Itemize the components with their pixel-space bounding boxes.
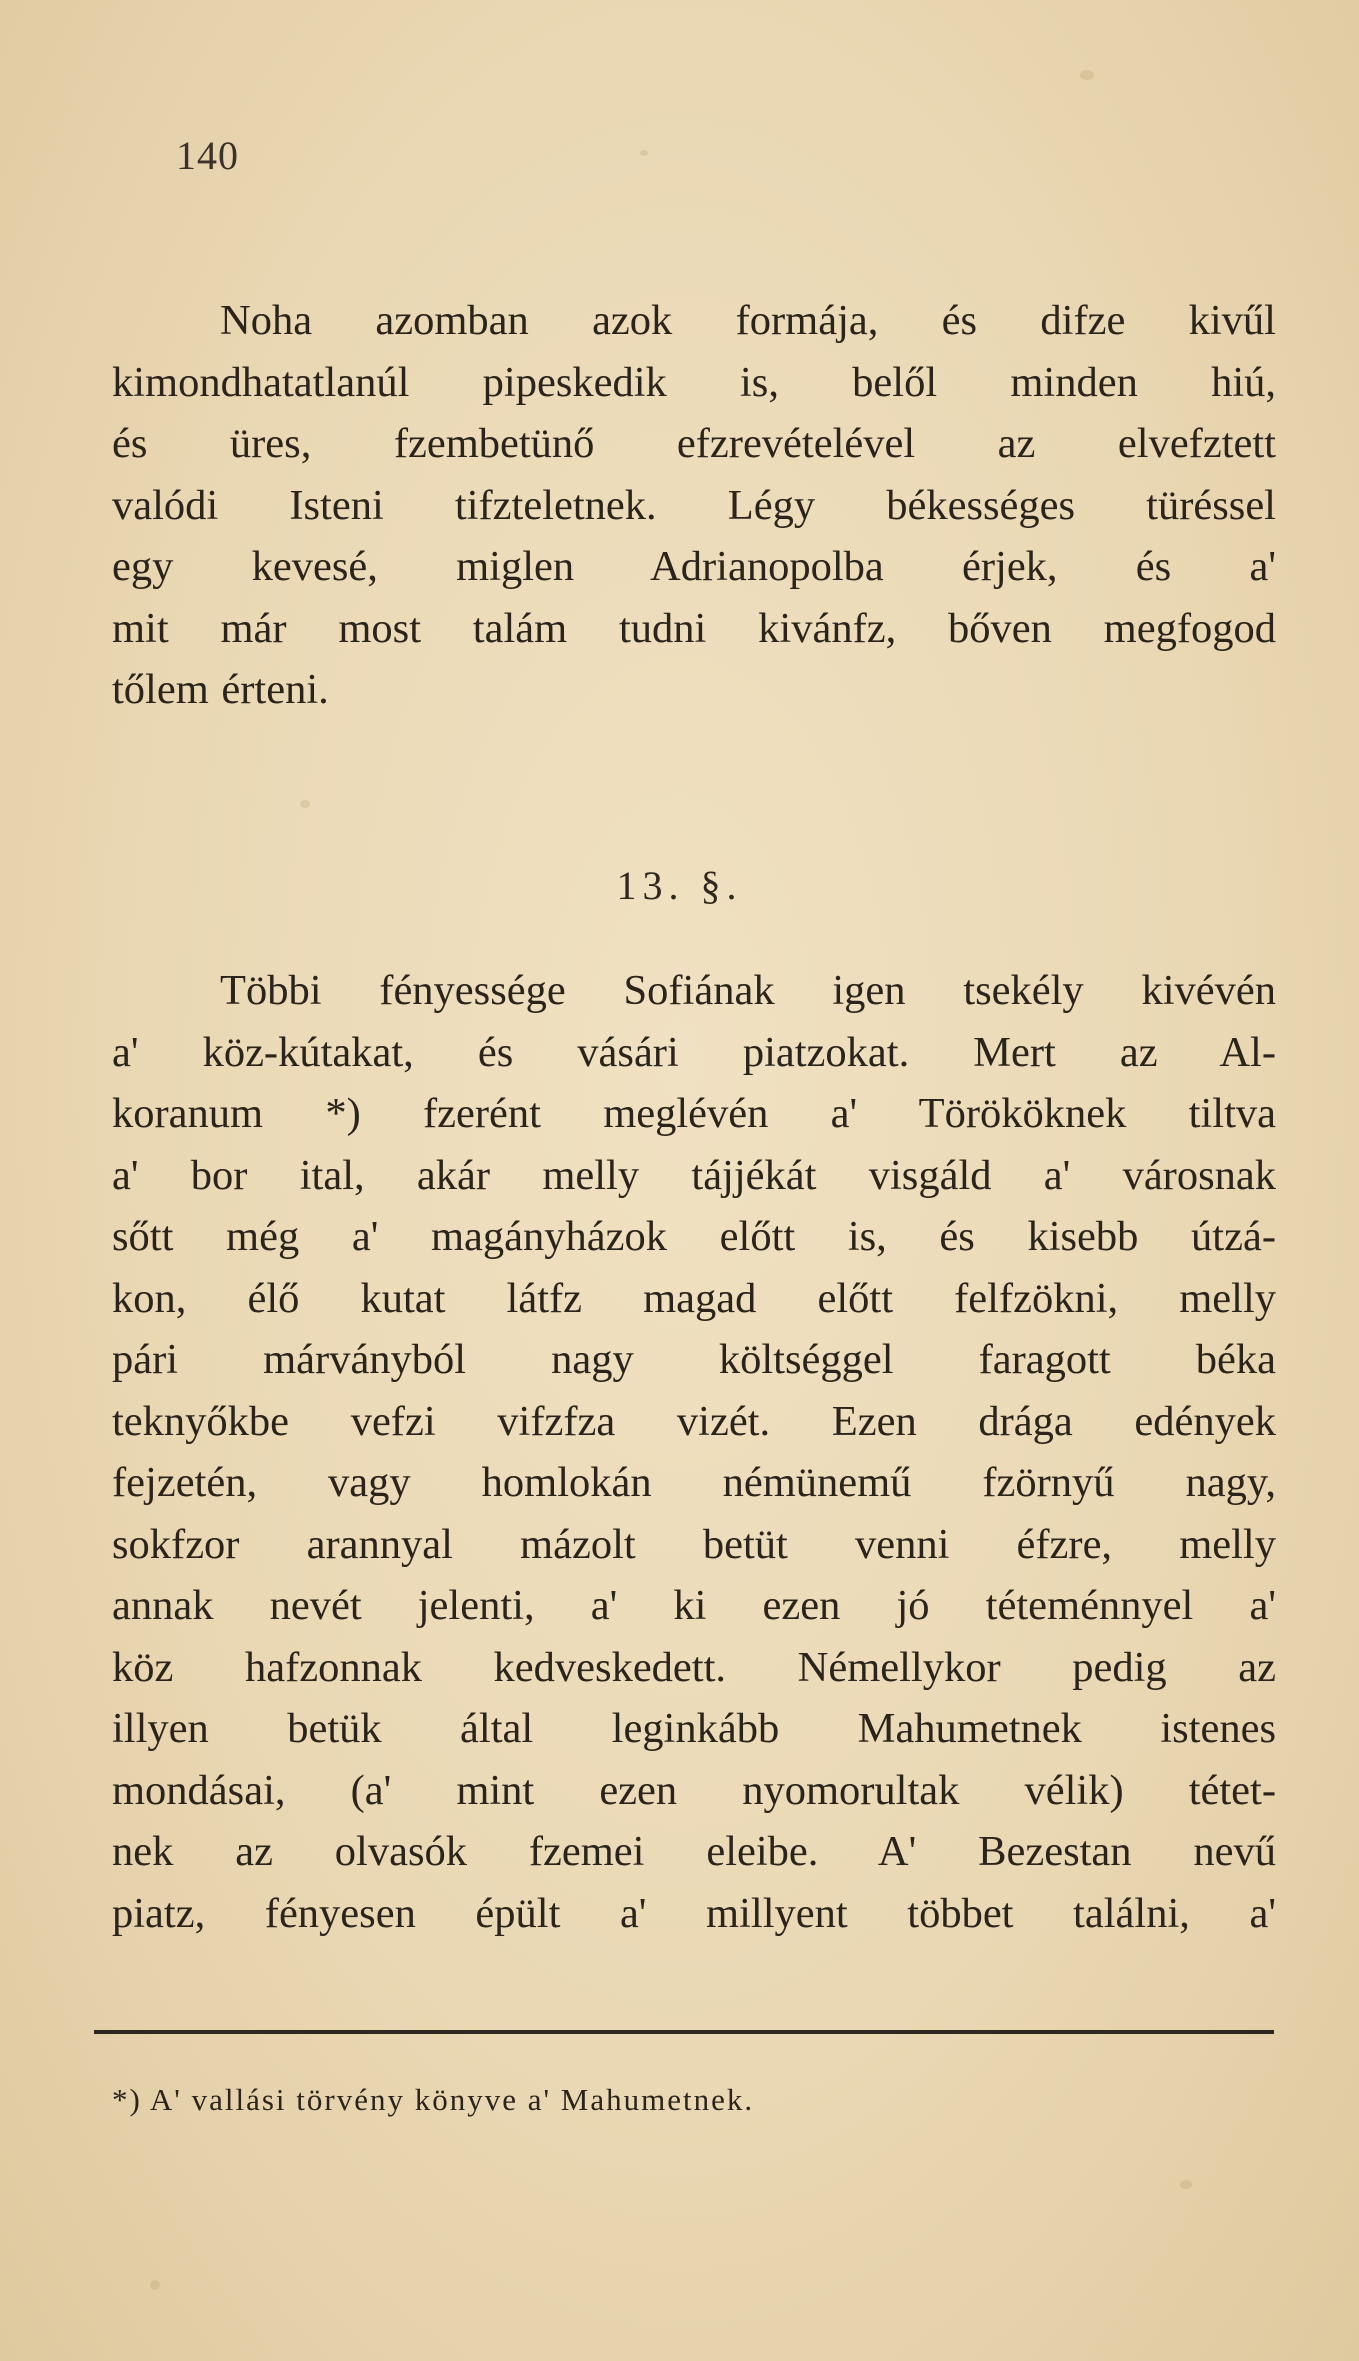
text-line: piatz, fényesen épült a' millyent többet találni, a' xyxy=(112,1889,1276,1937)
text-line: fejzetén, vagy homlokán némünemű fzörnyű nagy, xyxy=(112,1459,1276,1506)
text-line: teknyőkbe vefzi vifzfza vizét. Ezen drága edények xyxy=(112,1397,1276,1445)
text-line: és üres, fzembetünő efzrevételével az elvefztett xyxy=(112,420,1276,467)
paragraph-2 xyxy=(112,960,1276,1944)
paper-spot xyxy=(150,2280,160,2290)
section-heading: 13. §. xyxy=(616,863,743,908)
text-line: kimondhatatlanúl pipeskedik is, belől minden hiú, xyxy=(112,358,1276,406)
text-line: kon, élő kutat látfz magad előtt felfzökni, melly xyxy=(112,1274,1276,1322)
text-line: mit már most talám tudni kivánfz, bőven megfogod xyxy=(112,604,1276,652)
text-line: sőtt még a' magányházok előtt is, és kisebb útzá- xyxy=(112,1213,1276,1260)
text-line: Többi fényessége Sofiának igen tsekély kivévén xyxy=(220,967,1276,1014)
text-line: nek az olvasók fzemei eleibe. A' Bezestan nevű xyxy=(112,1828,1276,1875)
text-line: mondásai, (a' mint ezen nyomorultak vélik) tétet- xyxy=(112,1766,1276,1814)
page-number: 140 xyxy=(176,133,239,178)
text-line: pári márványból nagy költséggel faragott béka xyxy=(112,1336,1276,1383)
text-line: valódi Isteni tifzteletnek. Légy békességes türéssel xyxy=(112,481,1276,529)
text-line: a' bor ital, akár melly tájjékát visgáld a' városnak xyxy=(112,1151,1276,1199)
text-line: köz hafzonnak kedveskedett. Némellykor pedig az xyxy=(112,1643,1276,1691)
footnote-divider xyxy=(94,2030,1274,2034)
paragraph-1 xyxy=(112,290,1276,721)
text-line: tőlem érteni. xyxy=(112,666,329,713)
text-line: sokfzor arannyal mázolt betüt venni éfzre, melly xyxy=(112,1520,1276,1568)
footnote: *) A' vallási törvény könyve a' Mahumetnek. xyxy=(112,2082,755,2117)
paper-spot xyxy=(1180,2180,1192,2189)
text-line: a' köz-kútakat, és vásári piatzokat. Mert az Al- xyxy=(112,1028,1276,1076)
text-line: koranum *) fzerént meglévén a' Törököknek tiltva xyxy=(112,1090,1276,1137)
paper-spot xyxy=(1080,70,1094,80)
text-line: annak nevét jelenti, a' ki ezen jó téteménnyel a' xyxy=(112,1582,1276,1629)
paper-spot xyxy=(300,800,310,808)
paper-spot xyxy=(640,150,648,156)
text-line: egy kevesé, miglen Adrianopolba érjek, és a' xyxy=(112,543,1276,590)
text-line: Noha azomban azok formája, és difze kivűl xyxy=(220,297,1276,344)
text-line: illyen betük által leginkább Mahumetnek istenes xyxy=(112,1705,1276,1752)
